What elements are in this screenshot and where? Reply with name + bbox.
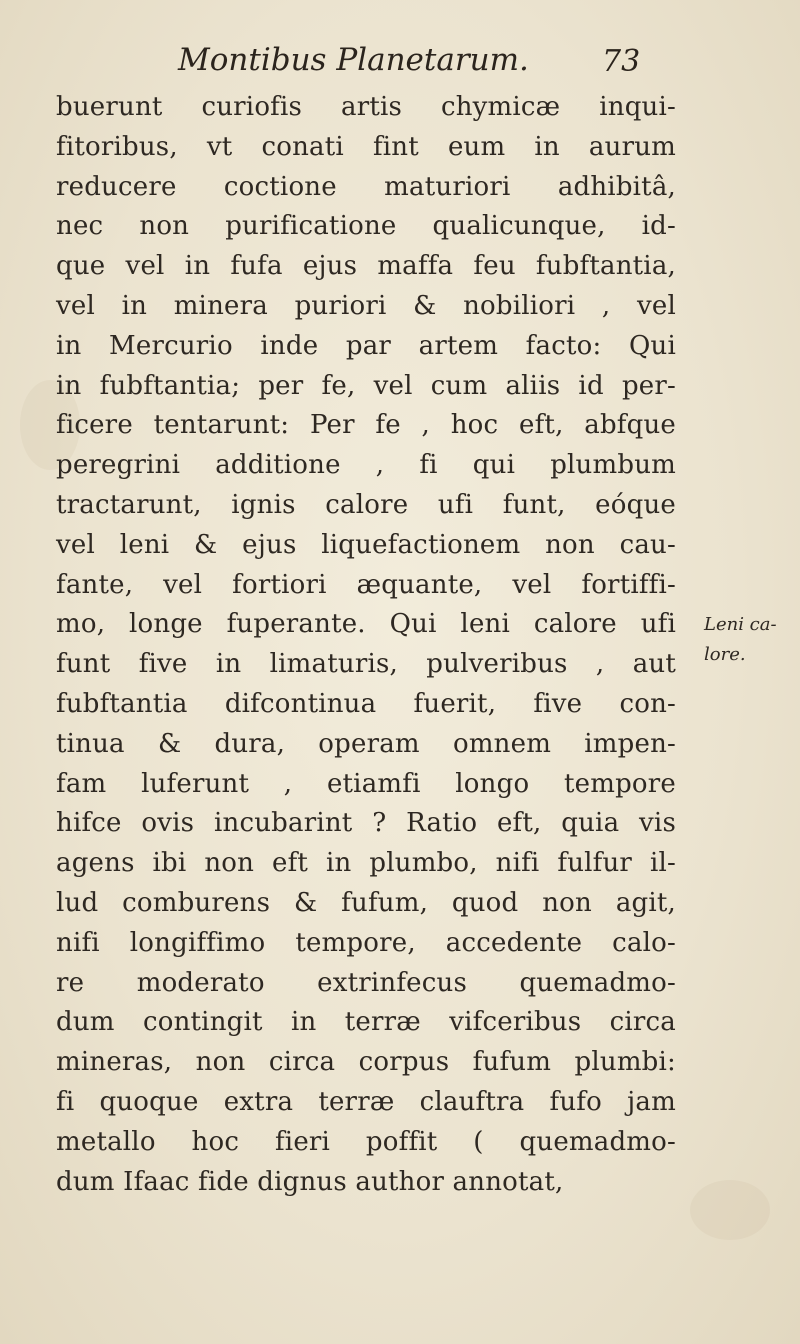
text-line: vel in minera puriori & nobiliori , vel (56, 290, 676, 321)
text-line: dum contingit in terræ vifceribus circa (56, 1007, 676, 1038)
text-line: dum Ifaac fide dignus author annotat, (56, 1166, 564, 1197)
running-head: Montibus Planetarum. (178, 42, 529, 78)
text-line: que vel in fufa ejus maffa feu fubftantia, (56, 251, 676, 282)
text-line: in Mercurio inde par artem facto: Qui (56, 330, 676, 361)
text-line: mo, longe fuperante. Qui leni calore ufi (56, 609, 676, 640)
text-line: fitoribus, vt conati fint eum in aurum (56, 131, 676, 162)
text-line: fam luferunt , etiamfi longo tempore (56, 768, 676, 799)
text-line: tinua & dura, operam omnem impen- (56, 728, 676, 759)
page-header (0, 42, 800, 92)
page-number: 73 (602, 44, 641, 79)
text-line: reducere coctione maturiori adhibitâ, (56, 171, 676, 202)
marginal-note-line: lore. (704, 644, 746, 665)
text-line: metallo hoc fieri poffit ( quemadmo- (56, 1126, 676, 1157)
text-line: re moderato extrinfecus quemadmo- (56, 967, 676, 998)
text-line: funt five in limaturis, pulveribus , aut (56, 649, 676, 680)
text-line: ficere tentarunt: Per fe , hoc eft, abfque (56, 410, 676, 441)
marginal-note-line: Leni ca- (704, 614, 777, 635)
text-line: hifce ovis incubarint ? Ratio eft, quia vis (56, 808, 676, 839)
text-line: buerunt curiofis artis chymicæ inqui- (56, 92, 676, 122)
text-line: lud comburens & fufum, quod non agit, (56, 887, 676, 918)
text-line: fante, vel fortiori æquante, vel fortiffi- (56, 569, 676, 600)
text-line: fi quoque extra terræ clauftra fufo jam (56, 1086, 676, 1117)
text-line: tractarunt, ignis calore ufi funt, eóque (56, 489, 676, 520)
text-line: agens ibi non eft in plumbo, nifi fulfur il- (56, 848, 676, 879)
body-text (56, 88, 676, 1202)
text-line: vel leni & ejus liquefactionem non cau- (56, 529, 676, 560)
paper-stain (690, 1180, 770, 1240)
text-line: fubftantia difcontinua fuerit, five con- (56, 688, 676, 719)
text-line: nifi longiffimo tempore, accedente calo- (56, 927, 676, 958)
marginal-note (704, 610, 794, 670)
text-line: nec non purificatione qualicunque, id- (56, 211, 676, 242)
text-line: mineras, non circa corpus fufum plumbi: (56, 1047, 676, 1078)
text-line: peregrini additione , fi qui plumbum (56, 450, 676, 481)
text-line: in fubftantia; per fe, vel cum aliis id per- (56, 370, 676, 401)
